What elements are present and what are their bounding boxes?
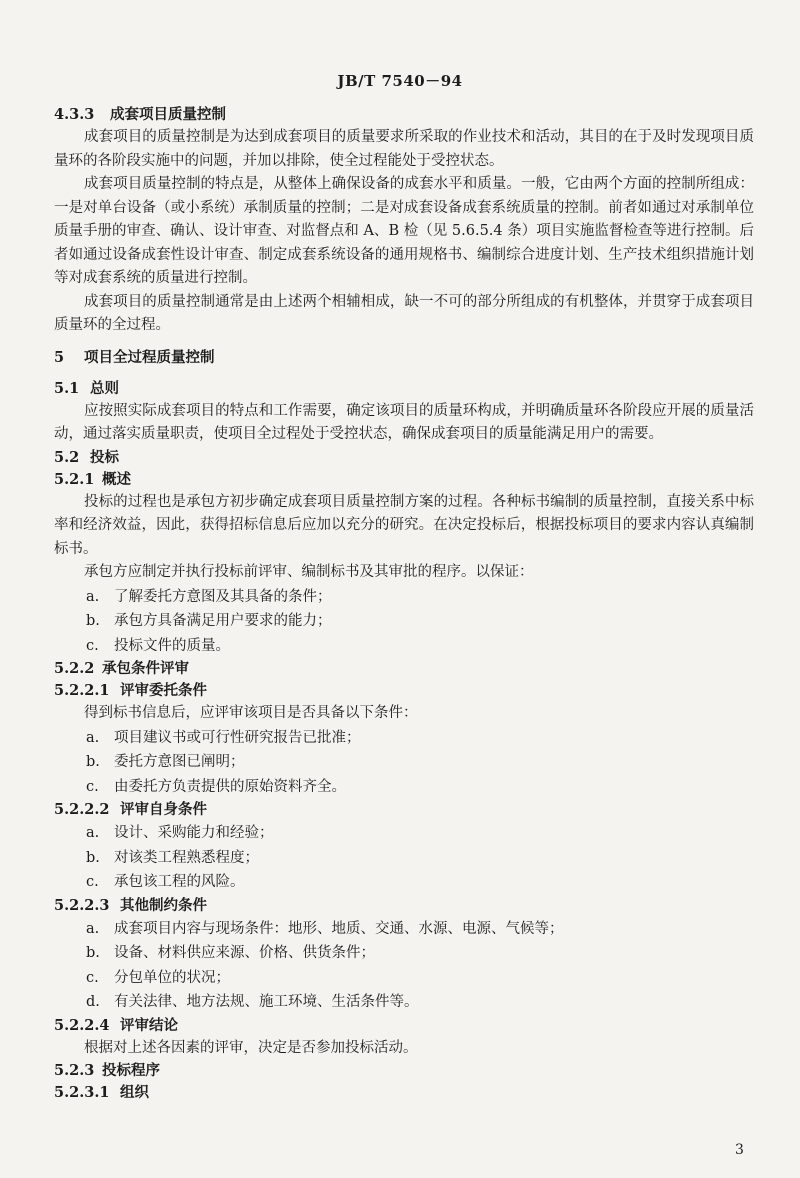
page-content xyxy=(54,104,754,1104)
list-text: 由委托方负责提供的原始资料齐全。 xyxy=(114,778,346,795)
paragraph: 投标的过程也是承包方初步确定成套项目质量控制方案的过程。各种标书编制的质量控制，直接关系中标率和经济效益，因此，获得招标信息后应加以充分的研究。在决定投标后，根据投标项目的要求内容认真编制标书。 xyxy=(54,493,754,557)
heading-5-2-2-2 xyxy=(54,799,754,821)
heading-title: 评审委托条件 xyxy=(120,682,207,699)
heading-number: 5.2.3.1 xyxy=(54,1084,110,1101)
paragraph: 应按照实际成套项目的特点和工作需要，确定该项目的质量环构成，并明确质量环各阶段应开展的质量活动，通过落实质量职责，使项目全过程处于受控状态，确保成套项目的质量能满足用户的需要。 xyxy=(54,402,754,442)
heading-5-2-2 xyxy=(54,658,754,680)
heading-5-2-3-1 xyxy=(54,1082,754,1104)
heading-5-2-1 xyxy=(54,469,754,491)
heading-4-3-3 xyxy=(54,104,754,126)
list-item xyxy=(54,846,754,871)
list-marker: b. xyxy=(86,754,100,770)
list-item xyxy=(54,990,754,1015)
paragraph: 成套项目的质量控制通常是由上述两个相辅相成，缺一不可的部分所组成的有机整体，并贯穿于成套项目质量环的全过程。 xyxy=(54,293,754,333)
list-marker: a. xyxy=(86,920,100,937)
list-text: 承包方具备满足用户要求的能力； xyxy=(114,613,332,629)
list-item xyxy=(54,775,754,800)
paragraph: 承包方应制定并执行投标前评审、编制标书及其审批的程序。以保证： xyxy=(84,564,534,580)
list-text: 对该类工程熟悉程度； xyxy=(114,849,259,866)
heading-5 xyxy=(54,347,754,369)
paragraph: 成套项目的质量控制是为达到成套项目的质量要求所采取的作业技术和活动，其目的在于及时发现项目质量环的各阶段实施中的问题，并加以排除，使全过程能处于受控状态。 xyxy=(54,129,754,169)
heading-title: 评审结论 xyxy=(120,1016,178,1034)
heading-title: 总则 xyxy=(90,379,119,397)
list-text: 有关法律、地方法规、施工环境、生活条件等。 xyxy=(114,994,419,1010)
heading-number: 5.2.2.1 xyxy=(54,682,110,699)
list-item xyxy=(54,750,754,775)
heading-5-2-2-3 xyxy=(54,895,754,917)
list-item xyxy=(54,821,754,846)
list-marker: c. xyxy=(86,637,99,654)
list-marker: c. xyxy=(86,874,99,890)
paragraph: 成套项目质量控制的特点是，从整体上确保设备的成套水平和质量。一般，它由两个方面的控制所组成：一是对单台设备（或小系统）承制质量的控制；二是对成套设备成套系统质量的控制。前者如通过对承制单位质量手册的审查、确认、设计审查、对监督点和 A、B 检（见 5.6.5.4 条）项目实施监督检查等进行控制。后者如通过设备成套性设计审查、制定成套系统设备的通用规格书、编制综合进度计划、生产技术组织措施计划等对成套系统的质量进行控制。 xyxy=(54,176,754,286)
list-text: 设计、采购能力和经验； xyxy=(114,825,274,841)
page-number: 3 xyxy=(735,1142,744,1158)
heading-number: 5.2.3 xyxy=(54,1062,95,1079)
list-item xyxy=(54,870,754,895)
list-text: 投标文件的质量。 xyxy=(114,637,230,654)
list-text: 委托方意图已阐明； xyxy=(114,754,245,770)
heading-number: 5.2.2.3 xyxy=(54,896,110,914)
heading-5-2 xyxy=(54,447,754,469)
heading-title: 其他制约条件 xyxy=(120,896,207,914)
list-text: 项目建议书或可行性研究报告已批准； xyxy=(114,729,361,746)
list-marker: b. xyxy=(86,945,100,961)
heading-5-2-2-4 xyxy=(54,1015,754,1037)
heading-title: 投标 xyxy=(90,448,119,466)
list-marker: b. xyxy=(86,613,100,629)
list-text: 了解委托方意图及其具备的条件； xyxy=(114,588,332,605)
list-item xyxy=(54,941,754,966)
list-item xyxy=(54,917,754,942)
list-text: 设备、材料供应来源、价格、供货条件； xyxy=(114,945,375,961)
paragraph: 得到标书信息后，应评审该项目是否具备以下条件： xyxy=(84,705,418,721)
heading-title: 投标程序 xyxy=(102,1062,160,1079)
heading-title: 项目全过程质量控制 xyxy=(84,348,215,366)
heading-number: 5.2.2 xyxy=(54,660,95,677)
heading-number: 5.1 xyxy=(54,379,80,397)
heading-number: 5.2.2.2 xyxy=(54,801,110,818)
page-header: JB/T 7540－94 xyxy=(337,72,463,90)
list-item xyxy=(54,634,754,659)
list-item xyxy=(54,609,754,634)
heading-number: 5.2 xyxy=(54,448,80,466)
heading-number: 5.2.2.4 xyxy=(54,1016,110,1034)
heading-5-1 xyxy=(54,378,754,400)
list-marker: c. xyxy=(86,969,99,986)
heading-5-2-2-1 xyxy=(54,680,754,702)
list-item xyxy=(54,966,754,991)
list-marker: a. xyxy=(86,588,100,605)
list-marker: c. xyxy=(86,778,99,795)
heading-number: 4.3.3 xyxy=(54,106,95,123)
list-text: 承包该工程的风险。 xyxy=(114,874,245,890)
heading-title: 评审自身条件 xyxy=(120,801,207,818)
heading-title: 概述 xyxy=(102,470,131,488)
heading-title: 成套项目质量控制 xyxy=(110,106,226,123)
heading-number: 5.2.1 xyxy=(54,470,95,488)
list-marker: b. xyxy=(86,849,100,866)
list-marker: a. xyxy=(86,729,100,746)
paragraph: 根据对上述各因素的评审，决定是否参加投标活动。 xyxy=(84,1039,418,1056)
heading-number: 5 xyxy=(54,348,65,366)
heading-title: 承包条件评审 xyxy=(102,660,189,677)
list-text: 分包单位的状况； xyxy=(114,969,230,986)
list-item xyxy=(54,726,754,751)
list-item xyxy=(54,585,754,610)
list-marker: d. xyxy=(86,994,100,1010)
list-marker: a. xyxy=(86,825,100,841)
heading-title: 组织 xyxy=(120,1084,149,1101)
heading-5-2-3 xyxy=(54,1060,754,1082)
list-text: 成套项目内容与现场条件：地形、地质、交通、水源、电源、气候等； xyxy=(114,920,564,937)
